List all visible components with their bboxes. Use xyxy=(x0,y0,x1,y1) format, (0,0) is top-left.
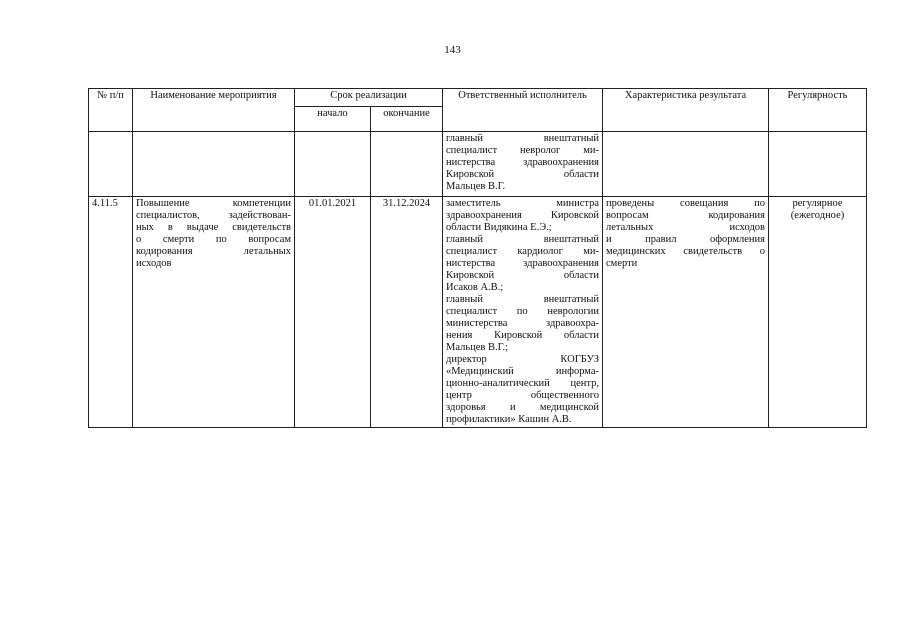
header-responsible: Ответственный исполнитель xyxy=(443,89,603,132)
name-line: о смерти по вопросам xyxy=(136,234,291,245)
responsible-line: специалист кардиолог ми- xyxy=(446,246,600,257)
header-name: Наименование мероприятия xyxy=(133,89,295,132)
responsible-line: специалист по неврологии xyxy=(446,306,600,317)
header-end: окончание xyxy=(371,107,443,132)
row-responsible xyxy=(443,197,603,428)
responsible-line: нения Кировской области xyxy=(446,330,600,341)
row-result xyxy=(603,132,769,197)
responsible-line: специалист невролог ми- xyxy=(446,145,600,156)
result-line: и правил оформления xyxy=(606,234,766,245)
header-period: Срок реализации xyxy=(295,89,443,107)
responsible-line: ционно-аналитический центр, xyxy=(446,378,600,389)
row-start xyxy=(295,132,371,197)
name-line: специалистов, задействован- xyxy=(136,210,291,221)
responsible-line: профилактики» Кашин А.В. xyxy=(446,414,572,425)
responsible-line: Кировской области xyxy=(446,169,600,180)
header-regularity: Регулярность xyxy=(769,89,867,132)
row-regularity xyxy=(769,132,867,197)
responsible-line: здоровья и медицинской xyxy=(446,402,600,413)
table-row xyxy=(89,132,867,197)
result-line: вопросам кодирования xyxy=(606,210,766,221)
responsible-line: Кировской области xyxy=(446,270,600,281)
responsible-line: директор КОГБУЗ xyxy=(446,354,600,365)
table-row xyxy=(89,197,867,428)
row-num xyxy=(89,132,133,197)
row-result xyxy=(603,197,769,428)
row-end: 31.12.2024 xyxy=(371,197,443,428)
result-line: проведены совещания по xyxy=(606,198,766,209)
header-num: № п/п xyxy=(89,89,133,132)
responsible-line: Исаков А.В.; xyxy=(446,282,504,293)
row-start: 01.01.2021 xyxy=(295,197,371,428)
responsible-line: главный внештатный xyxy=(446,234,600,245)
row-regularity: регулярное (ежегодное) xyxy=(769,197,867,428)
row-name xyxy=(133,132,295,197)
responsible-line: здравоохранения Кировской xyxy=(446,210,600,221)
header-result: Характеристика результата xyxy=(603,89,769,132)
header-start: начало xyxy=(295,107,371,132)
responsible-line: «Медицинский информа- xyxy=(446,366,600,377)
row-end xyxy=(371,132,443,197)
name-line: Повышение компетенции xyxy=(136,198,291,209)
row-name xyxy=(133,197,295,428)
row-num: 4.11.5 xyxy=(89,197,133,428)
name-line: исходов xyxy=(136,258,172,269)
row-responsible xyxy=(443,132,603,197)
responsible-line: нистерства здравоохранения xyxy=(446,157,600,168)
responsible-line: нистерства здравоохранения xyxy=(446,258,600,269)
responsible-line: министерства здравоохра- xyxy=(446,318,600,329)
responsible-line: Мальцев В.Г.; xyxy=(446,342,509,353)
result-line: медицинских свидетельств о xyxy=(606,246,766,257)
responsible-line: заместитель министра xyxy=(446,198,600,209)
result-line: летальных исходов xyxy=(606,222,766,233)
header-row xyxy=(89,89,867,107)
result-line: смерти xyxy=(606,258,638,269)
responsible-line: главный внештатный xyxy=(446,133,600,144)
responsible-line: центр общественного xyxy=(446,390,600,401)
page-number: 143 xyxy=(444,44,461,56)
name-line: ных в выдаче свидетельств xyxy=(136,222,291,233)
activities-table xyxy=(88,88,867,428)
responsible-line: области Видякина Е.Э.; xyxy=(446,222,552,233)
responsible-line: главный внештатный xyxy=(446,294,600,305)
name-line: кодирования летальных xyxy=(136,246,291,257)
responsible-line: Мальцев В.Г. xyxy=(446,181,506,192)
